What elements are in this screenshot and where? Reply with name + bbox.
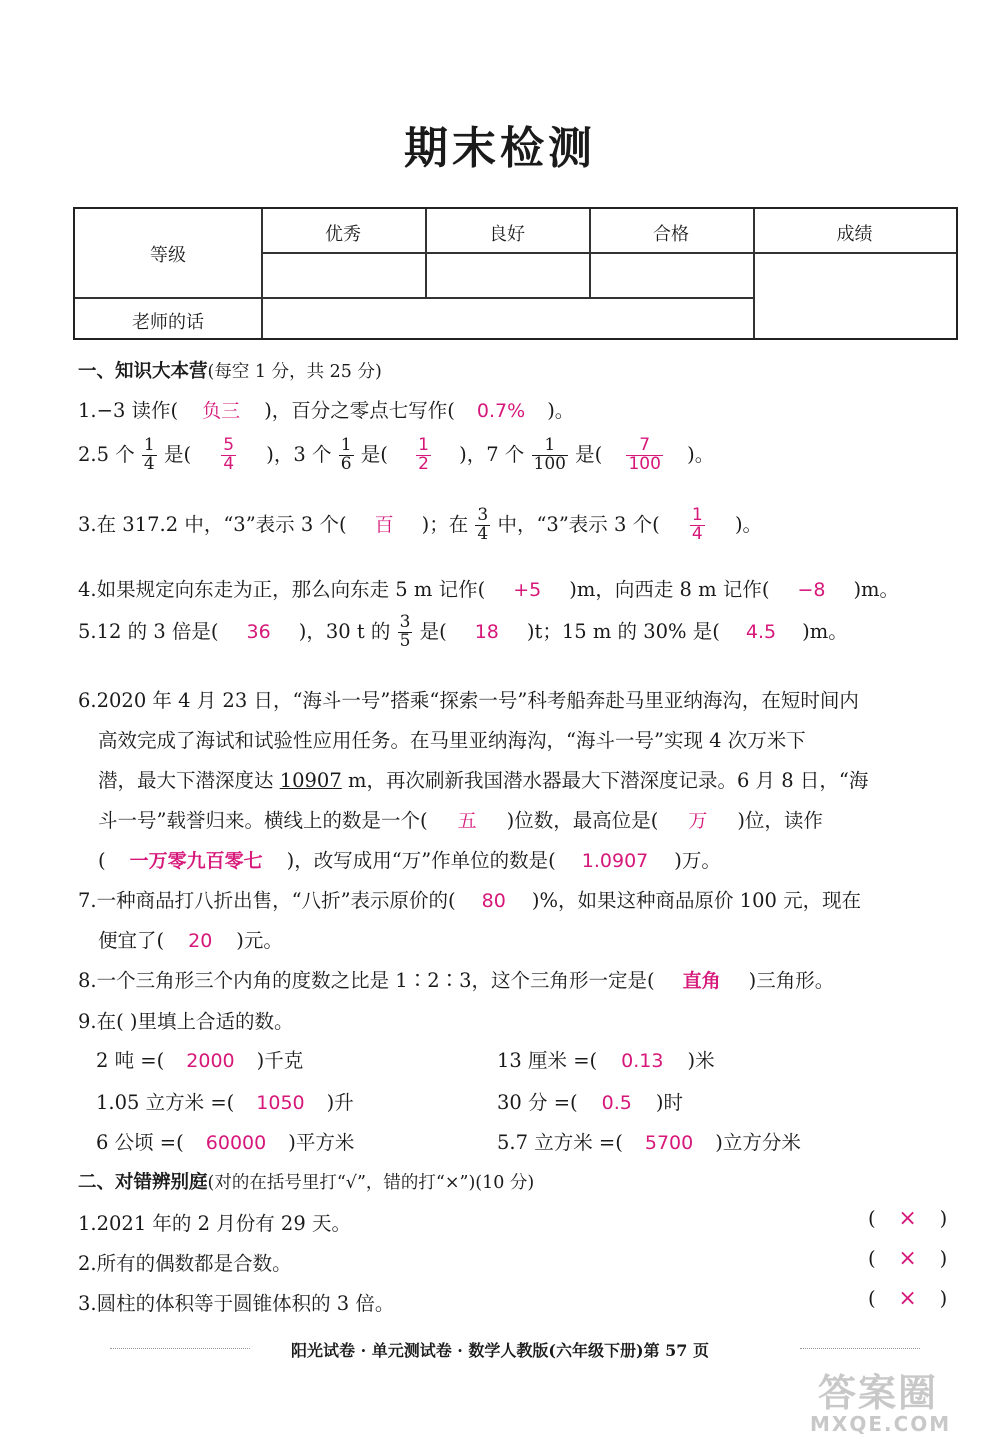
question-3: 3.在 317.2 中，“3”表示 3 个( 百 )；在 $\frac{3}{4}$ 中，“3”表示 3 个( $\frac{1}{4}$ )。 <box>78 505 763 544</box>
answer: 百 <box>374 513 394 536</box>
answer: 80 <box>481 890 506 912</box>
conversion-item: 2 吨 =( 2000 )千克 <box>96 1049 304 1072</box>
level-pass: 合格 <box>653 224 689 245</box>
question-6-line-5: ( 一万零九百零七 )，改写成用“万”作单位的数是( 1.0907 )万。 <box>98 849 721 872</box>
answer: $\frac{1}{2}$ <box>418 435 429 474</box>
score-label: 成绩 <box>836 224 873 245</box>
page-footer: 阳光试卷 · 单元测试卷 · 数学人教版(六年级下册)第 57 页 <box>291 1341 709 1360</box>
answer: 0.5 <box>601 1092 632 1114</box>
question-2: 2.5 个 $\frac{1}{4}$ 是( $\frac{5}{4}$ )，3 个 $\frac{1}{6}$ 是( $\frac{1}{2}$ )，7 个 $\frac{1}{100}$ 是( $\frac{7}{100}$ )。 <box>78 435 715 474</box>
section1-heading: 一、知识大本营(每空 1 分，共 25 分) <box>78 361 382 382</box>
answer: $\frac{7}{100}$ <box>628 435 661 474</box>
conversion-item: 13 厘米 =( 0.13 )米 <box>497 1049 715 1072</box>
question-4: 4.如果规定向东走为正，那么向东走 5 m 记作( +5 )m，向西走 8 m 记作( −8 )m。 <box>78 578 900 601</box>
answer: 一万零九百零七 <box>129 850 263 872</box>
conversion-item: 30 分 =( 0.5 )时 <box>497 1091 683 1114</box>
answer: 五 <box>457 810 477 832</box>
question-6-line-1: 6.2020 年 4 月 23 日，“海斗一号”搭乘“探索一号”科考船奔赴马里亚纳海沟，在短时间内 <box>78 689 859 712</box>
answer-bracket: ( × ) <box>868 1206 948 1231</box>
page-title: 期末检测 <box>404 123 596 174</box>
answer: 1.0907 <box>581 850 649 872</box>
answer: 4.5 <box>745 620 777 643</box>
answer: −8 <box>797 579 826 601</box>
answer-bracket: ( × ) <box>868 1246 948 1271</box>
question-5: 5.12 的 3 倍是( 36 )，30 t 的 $\frac{3}{5}$ 是( 18 )t；15 m 的 30% 是( 4.5 )m。 <box>78 612 848 651</box>
question-9-heading: 9.在( )里填上合适的数。 <box>78 1010 294 1033</box>
teacher-label: 老师的话 <box>132 312 204 333</box>
watermark-logo: 答案圈 MXQE.COM <box>810 1371 952 1436</box>
answer: 1050 <box>256 1092 305 1114</box>
answer: $\frac{1}{4}$ <box>691 505 703 544</box>
answer-bracket: ( × ) <box>868 1286 948 1311</box>
answer: 0.7% <box>476 400 526 422</box>
question-6-line-2: 高效完成了海试和试验性应用任务。在马里亚纳海沟，“海斗一号”实现 4 次万米下 <box>98 729 806 752</box>
conversion-item: 1.05 立方米 =( 1050 )升 <box>96 1091 354 1114</box>
cross-mark: × <box>898 1246 917 1271</box>
question-6-line-4: 斗一号”载誉归来。横线上的数是一个( 五 )位数，最高位是( 万 )位，读作 <box>98 809 823 832</box>
answer: 直角 <box>682 970 721 992</box>
answer: 5700 <box>644 1132 694 1154</box>
question-8: 8.一个三角形三个内角的度数之比是 1∶2∶3，这个三角形一定是( 直角 )三角形。 <box>78 969 835 992</box>
answer: 20 <box>188 930 213 952</box>
answer: 万 <box>688 810 708 832</box>
true-false-item: 1.2021 年的 2 月份有 29 天。 <box>78 1212 351 1235</box>
answer: $\frac{5}{4}$ <box>223 435 235 474</box>
answer: 18 <box>474 620 499 643</box>
answer: 36 <box>246 620 271 643</box>
answer: 60000 <box>205 1132 267 1154</box>
question-7-line-2: 便宜了( 20 )元。 <box>98 929 283 952</box>
question-7-line-1: 7.一种商品打八折出售，“八折”表示原价的( 80 )%，如果这种商品原价 100 元，现在 <box>78 889 862 912</box>
cross-mark: × <box>898 1206 917 1231</box>
level-good: 良好 <box>489 224 525 245</box>
true-false-item: 2.所有的偶数都是合数。 <box>78 1252 292 1275</box>
answer: +5 <box>513 579 542 601</box>
true-false-item: 3.圆柱的体积等于圆锥体积的 3 倍。 <box>78 1292 395 1315</box>
cross-mark: × <box>898 1286 917 1311</box>
section2-heading: 二、对错辨别庭(对的在括号里打“√”，错的打“×”)(10 分) <box>78 1172 535 1193</box>
question-1: 1.−3 读作( 负三 )，百分之零点七写作( 0.7% )。 <box>78 399 575 422</box>
answer: 0.13 <box>621 1050 664 1072</box>
level-excellent: 优秀 <box>325 224 361 245</box>
conversion-item: 6 公顷 =( 60000 )平方米 <box>96 1131 355 1154</box>
answer: 负三 <box>202 400 241 422</box>
grade-label: 等级 <box>150 245 186 266</box>
question-6-line-3: 潜，最大下潜深度达 10907 m，再次刷新我国潜水器最大下潜深度记录。6 月 8 日，“海 <box>98 769 869 792</box>
answer: 2000 <box>186 1050 235 1072</box>
grade-table <box>73 207 958 340</box>
conversion-item: 5.7 立方米 =( 5700 )立方分米 <box>497 1131 801 1154</box>
